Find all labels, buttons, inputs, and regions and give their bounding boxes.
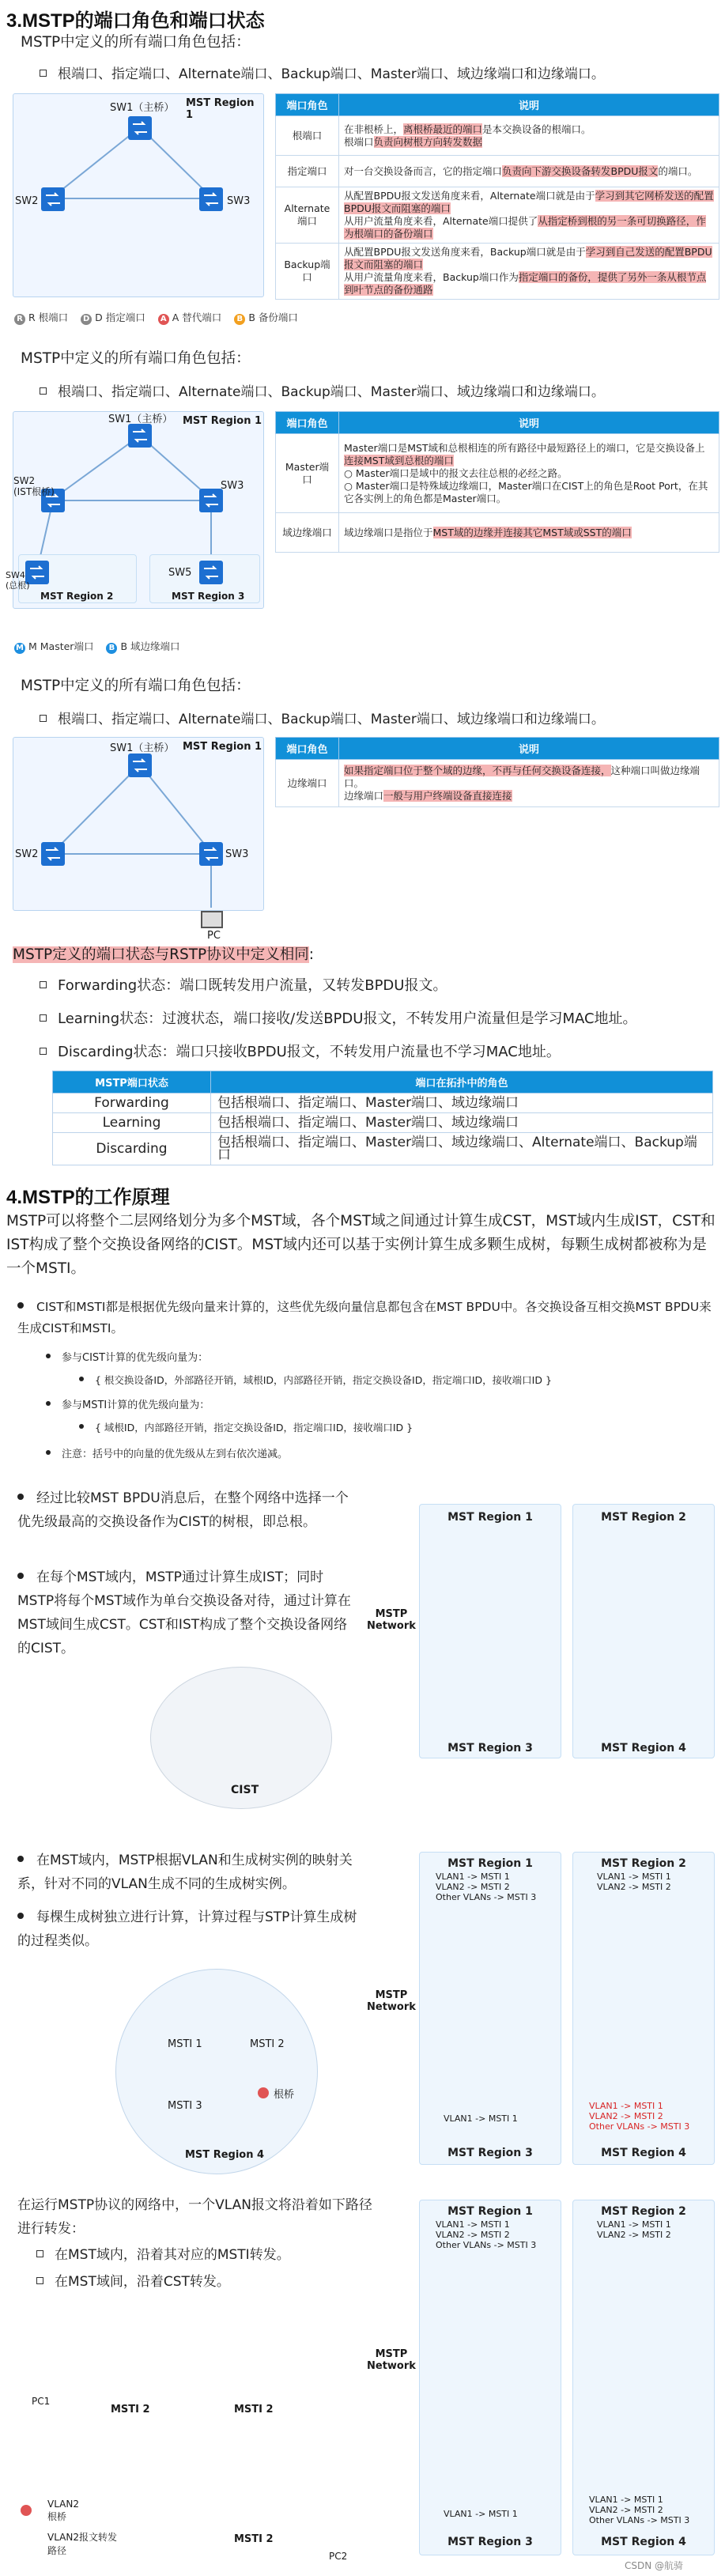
- priority-note: 注意：括号中的向量的优先级从左到右依次递减。: [46, 1445, 288, 1464]
- bullet-msti-calc: 每棵生成树独立进行计算，计算过程与STP计算生成树的过程类似。: [17, 1909, 357, 1949]
- state-discarding: Discarding状态：端口只接收BPDU报文，不转发用户流量也不学习MAC地址。: [40, 1042, 561, 1062]
- state-cell: 包括根端口、指定端口、Master端口、域边缘端口: [211, 1093, 713, 1113]
- msti3-label: MSTI 3: [168, 2100, 202, 2112]
- region3-label: MST Region 3: [172, 591, 245, 602]
- forwarding-intro: 在运行MSTP协议的网络中，一个VLAN报文将沿着如下路径进行转发：: [17, 2197, 372, 2237]
- th-desc: 说明: [339, 738, 719, 760]
- state-th-2: 端口在拓扑中的角色: [211, 1071, 713, 1093]
- section4-intro: MSTP可以将整个二层网络划分为多个MST域，各个MST域之间通过计算生成CST，MST域内生成IST，CST和IST构成了整个交换设备网络的CIST。MST域内还可以基于实例计算生成多颗生成树，每颗生成树都被称为是一个MSTI。: [6, 1213, 716, 1277]
- msti-vector-label: 参与MSTI计算的优先级向量为：: [46, 1396, 210, 1415]
- net2-region1: MST Region 1 VLAN1 -> MSTI 1 VLAN2 -> MSTI 2 Other VLANs -> MSTI 3 VLAN1 -> MSTI 1 MST Region 3: [419, 1852, 561, 2165]
- role-backup: Backup端口: [276, 244, 339, 300]
- state-cell: 包括根端口、指定端口、Master端口、域边缘端口: [211, 1113, 713, 1133]
- switch-icon: [41, 842, 65, 866]
- switch-icon: [128, 424, 152, 448]
- cist-vector-label: 参与CIST计算的优先级向量为：: [46, 1349, 208, 1368]
- sw3-label: SW3: [227, 195, 251, 207]
- th-desc: 说明: [339, 94, 719, 116]
- pc-label: PC: [207, 930, 221, 942]
- vlan2-path-label: VLAN2报文转发路径: [47, 2532, 117, 2556]
- bullet-priority: CIST和MSTI都是根据优先级向量来计算的，这些优先级向量信息都包含在MST BPDU中。各交换设备互相交换MST BPDU来生成CIST和MSTI。: [17, 1300, 712, 1335]
- role-alternate: Alternate端口: [276, 187, 339, 244]
- msti2-path-b: MSTI 2: [234, 2404, 274, 2415]
- vlan2-root-label: VLAN2根桥: [47, 2499, 79, 2522]
- legend-root: R R 根端口: [14, 310, 68, 325]
- legend-designated: D D 指定端口: [81, 310, 145, 325]
- bullet-msti-map: 在MST域内，MSTP根据VLAN和生成树实例的映射关系，针对不同的VLAN生成不同的生成树实例。: [17, 1853, 353, 1892]
- state-learning: Learning状态：过渡状态，端口接收/发送BPDU报文，不转发用户流量但是学习MAC地址。: [40, 1009, 637, 1029]
- pc2-label: PC2: [329, 2551, 348, 2562]
- footer-watermark: CSDN @航骑: [625, 2560, 684, 2571]
- sw1-label: SW1（主桥）: [110, 102, 175, 114]
- roles-list-3: 根端口、指定端口、Alternate端口、Backup端口、Master端口、域边缘端口和边缘端口。: [40, 710, 605, 730]
- cist-vector: { 根交换设备ID，外部路径开销，域根ID，内部路径开销，指定交换设备ID，指定端口ID，接收端口ID }: [79, 1371, 552, 1390]
- th-desc: 说明: [339, 412, 719, 434]
- roles-list-1: 根端口、指定端口、Alternate端口、Backup端口、Master端口、域边缘端口和边缘端口。: [40, 65, 605, 85]
- forwarding-inner: 在MST域内，沿着其对应的MSTI转发。: [36, 2246, 290, 2264]
- bullet-cist-root: 经过比较MST BPDU消息后，在整个网络中选择一个优先级最高的交换设备作为CIST的树根，即总根。: [17, 1490, 349, 1530]
- state-cell: Discarding: [53, 1133, 211, 1165]
- legend-1: [14, 310, 298, 325]
- legend-master: M M Master端口: [14, 639, 93, 654]
- roles-list-2: 根端口、指定端口、Alternate端口、Backup端口、Master端口、域边缘端口和边缘端口。: [40, 383, 605, 402]
- net1-region1: MST Region 1 MST Region 3: [419, 1504, 561, 1758]
- sw2-label: SW2: [15, 195, 39, 207]
- mstp-network-label-2: MSTP Network: [367, 1989, 416, 2013]
- topology-diagram-3: [13, 737, 264, 911]
- msti-bubble: [115, 1969, 318, 2174]
- region-label: MST Region 1: [183, 415, 262, 427]
- sw1-label: SW1（主桥）: [110, 742, 175, 754]
- net2-region2: MST Region 2 VLAN1 -> MSTI 1 VLAN2 -> MSTI 2 VLAN1 -> MSTI 1 VLAN2 -> MSTI 2 Other VLANs -> MSTI 3 MST Region 4: [572, 1852, 715, 2165]
- switch-icon: [199, 561, 223, 584]
- state-cell: Forwarding: [53, 1093, 211, 1113]
- role-edge: 边缘端口: [276, 760, 339, 807]
- net3-region2: MST Region 2 VLAN1 -> MSTI 1 VLAN2 -> MSTI 2 VLAN1 -> MSTI 1 VLAN2 -> MSTI 2 Other VLANs -> MSTI 3 MST Region 4: [572, 2200, 715, 2555]
- th-port: 端口角色: [276, 412, 339, 434]
- intro-1: MSTP中定义的所有端口角色包括：: [21, 34, 251, 51]
- switch-icon: [41, 187, 65, 211]
- state-forwarding: Forwarding状态：端口既转发用户流量，又转发BPDU报文。: [40, 976, 447, 995]
- th-port: 端口角色: [276, 94, 339, 116]
- states-title: MSTP定义的端口状态与RSTP协议中定义相同:: [13, 946, 314, 963]
- pc1-label: PC1: [32, 2396, 51, 2407]
- role-designated: 指定端口: [276, 156, 339, 187]
- section4-title: 4.MSTP的工作原理: [6, 1187, 170, 1208]
- role-master: Master端口: [276, 434, 339, 513]
- msti-vector: { 域根ID，内部路径开销，指定交换设备ID，指定端口ID，接收端口ID }: [79, 1418, 413, 1437]
- sw3-label: SW3: [225, 848, 249, 860]
- cist-label: CIST: [231, 1784, 259, 1796]
- root-bridge-dot: [258, 2087, 269, 2098]
- legend-alternate: A A 替代端口: [158, 310, 222, 325]
- section3-title: 3.MSTP的端口角色和端口状态: [6, 10, 265, 32]
- switch-icon: [199, 187, 223, 211]
- switch-icon: [199, 489, 223, 512]
- legend-backup: B B 备份端口: [234, 310, 298, 325]
- port-role-table-1: 端口角色 说明 根端口 在非根桥上，离根桥最近的端口是本交换设备的根端口。 根端口负责向树根方向转发数据 指定端口 对一台交换设备而言，它的指定端口负责向下游交换设备转发BPDU报文的端口。 Alternate端口 从配置BPDU报文发送角度来看，Alternate端口就是由于学习到其它网桥发送的配置BPDU报文而阻塞的端口 从用户流量角度来看，Alternate端口提供了从指定桥到根的另一条可切换路径，作为根端口的备份端口 Backup端口 从配置BPDU报文发送角度来看，Backup端口就是由于学习到自己发送的配置BPDU报文而阻塞的端口 从用户流量角度来看，Backup端口作为指定端口的备份，提供了另外一条从根节点到叶节点的备份通路: [275, 93, 719, 300]
- region-label: MST Region 1: [183, 741, 262, 753]
- intro-3: MSTP中定义的所有端口角色包括：: [21, 678, 251, 694]
- sw5-label: SW5: [168, 567, 192, 579]
- legend-2: [14, 639, 180, 654]
- intro-2: MSTP中定义的所有端口角色包括：: [21, 350, 251, 367]
- switch-icon: [199, 842, 223, 866]
- state-table: [52, 1071, 713, 1165]
- state-cell: Learning: [53, 1113, 211, 1133]
- switch-icon: [128, 754, 152, 777]
- msti2-path-c: MSTI 2: [234, 2533, 274, 2545]
- sw4-label: SW4 (总根): [6, 570, 30, 591]
- region2-label: MST Region 2: [40, 591, 114, 602]
- forwarding-between: 在MST域间，沿着CST转发。: [36, 2272, 230, 2291]
- pc-icon: [201, 911, 223, 928]
- root-bridge-label: 根桥: [274, 2089, 295, 2101]
- switch-icon: [128, 116, 152, 140]
- legend-boundary: B B 域边缘端口: [106, 639, 179, 654]
- port-role-table-3: 端口角色 说明 边缘端口 如果指定端口位于整个域的边缘，不再与任何交换设备连接，这种端口叫做边缘端口。 边缘端口一般与用户终端设备直接连接: [275, 737, 719, 807]
- port-role-table-2: 端口角色 说明 Master端口 Master端口是MST域和总根相连的所有路径中最短路径上的端口，它是交换设备上连接MST域到总根的端口 ○ Master端口是域中的报文去往总根的必经之路。 ○ Master端口是特殊域边缘端口，Master端口在CIST上的角色是Root Port，在其它各实例上的角色都是Master端口。 域边缘端口 域边缘端口是指位于MST域的边缘并连接其它MST域或SST的端口: [275, 411, 719, 553]
- msti2-path-a: MSTI 2: [111, 2404, 150, 2415]
- mstp-network-label: MSTP Network: [367, 1608, 416, 1632]
- sw2-label: SW2: [15, 848, 39, 860]
- topology-diagram-2: [6, 411, 264, 609]
- msti2-label: MSTI 2: [250, 2038, 285, 2050]
- region-label: MST Region 1: [186, 97, 255, 121]
- bullet-ist-cst: 在每个MST域内，MSTP通过计算生成IST；同时MSTP将每个MST域作为单台交换设备对待，通过计算在MST域间生成CST。CST和IST构成了整个交换设备网络的CIST。: [17, 1569, 351, 1656]
- vlan2-root-dot: [21, 2505, 32, 2516]
- mstp-network-label-3: MSTP Network: [367, 2348, 416, 2372]
- state-th-1: MSTP端口状态: [53, 1071, 211, 1093]
- role-root: 根端口: [276, 116, 339, 156]
- role-boundary: 域边缘端口: [276, 513, 339, 553]
- topology-diagram-1: [13, 93, 264, 297]
- net3-region1: MST Region 1 VLAN1 -> MSTI 1 VLAN2 -> MSTI 2 Other VLANs -> MSTI 3 VLAN1 -> MSTI 1 MST Region 3: [419, 2200, 561, 2555]
- region4-label: MST Region 4: [185, 2149, 265, 2161]
- sw3-label: SW3: [221, 480, 244, 492]
- th-port: 端口角色: [276, 738, 339, 760]
- sw1-label: SW1（主桥）: [108, 414, 173, 425]
- net1-region2: MST Region 2 MST Region 4: [572, 1504, 715, 1758]
- sw2-label: SW2 (IST根桥): [13, 475, 55, 497]
- state-cell: 包括根端口、指定端口、Master端口、域边缘端口、Alternate端口、Backup端口: [211, 1133, 713, 1165]
- msti1-label: MSTI 1: [168, 2038, 202, 2050]
